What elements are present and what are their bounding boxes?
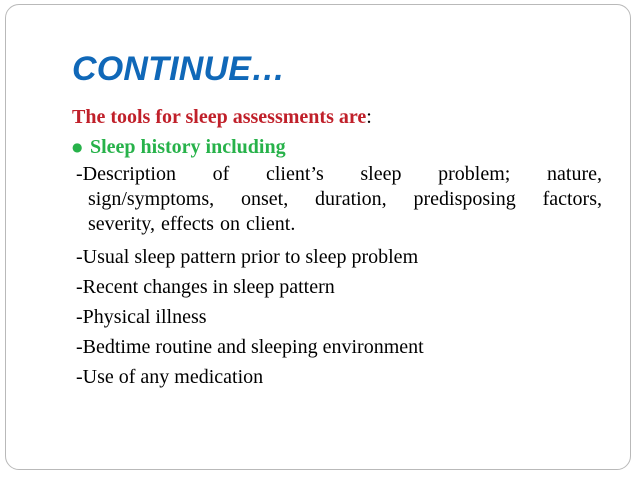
bullet-item bbox=[72, 132, 602, 162]
description-text bbox=[72, 162, 602, 237]
description-line-1: -Description of client’s sleep problem; nature, bbox=[76, 163, 602, 185]
bullet-icon: ● bbox=[72, 140, 83, 154]
bullet-label: Sleep history including bbox=[90, 136, 286, 158]
description-paragraph bbox=[72, 162, 602, 237]
description-line-2: sign/symptoms, onset, duration, predisposing factors, bbox=[88, 188, 602, 210]
intro-suffix: : bbox=[366, 106, 372, 128]
intro-bold-text: The tools for sleep assessments are bbox=[72, 106, 367, 128]
slide-title: CONTINUE… bbox=[72, 50, 286, 88]
list-item-physical-illness: -Physical illness bbox=[76, 306, 207, 328]
slide-content bbox=[72, 102, 602, 392]
list-item-recent-changes: -Recent changes in sleep pattern bbox=[76, 276, 335, 298]
intro-line bbox=[72, 102, 602, 132]
description-line-3: severity, effects on client. bbox=[88, 213, 296, 235]
list-item-bedtime-routine: -Bedtime routine and sleeping environment bbox=[76, 336, 424, 358]
list-item-medication: -Use of any medication bbox=[76, 366, 264, 388]
list-item-usual-sleep-pattern: -Usual sleep pattern prior to sleep problem bbox=[76, 246, 419, 268]
